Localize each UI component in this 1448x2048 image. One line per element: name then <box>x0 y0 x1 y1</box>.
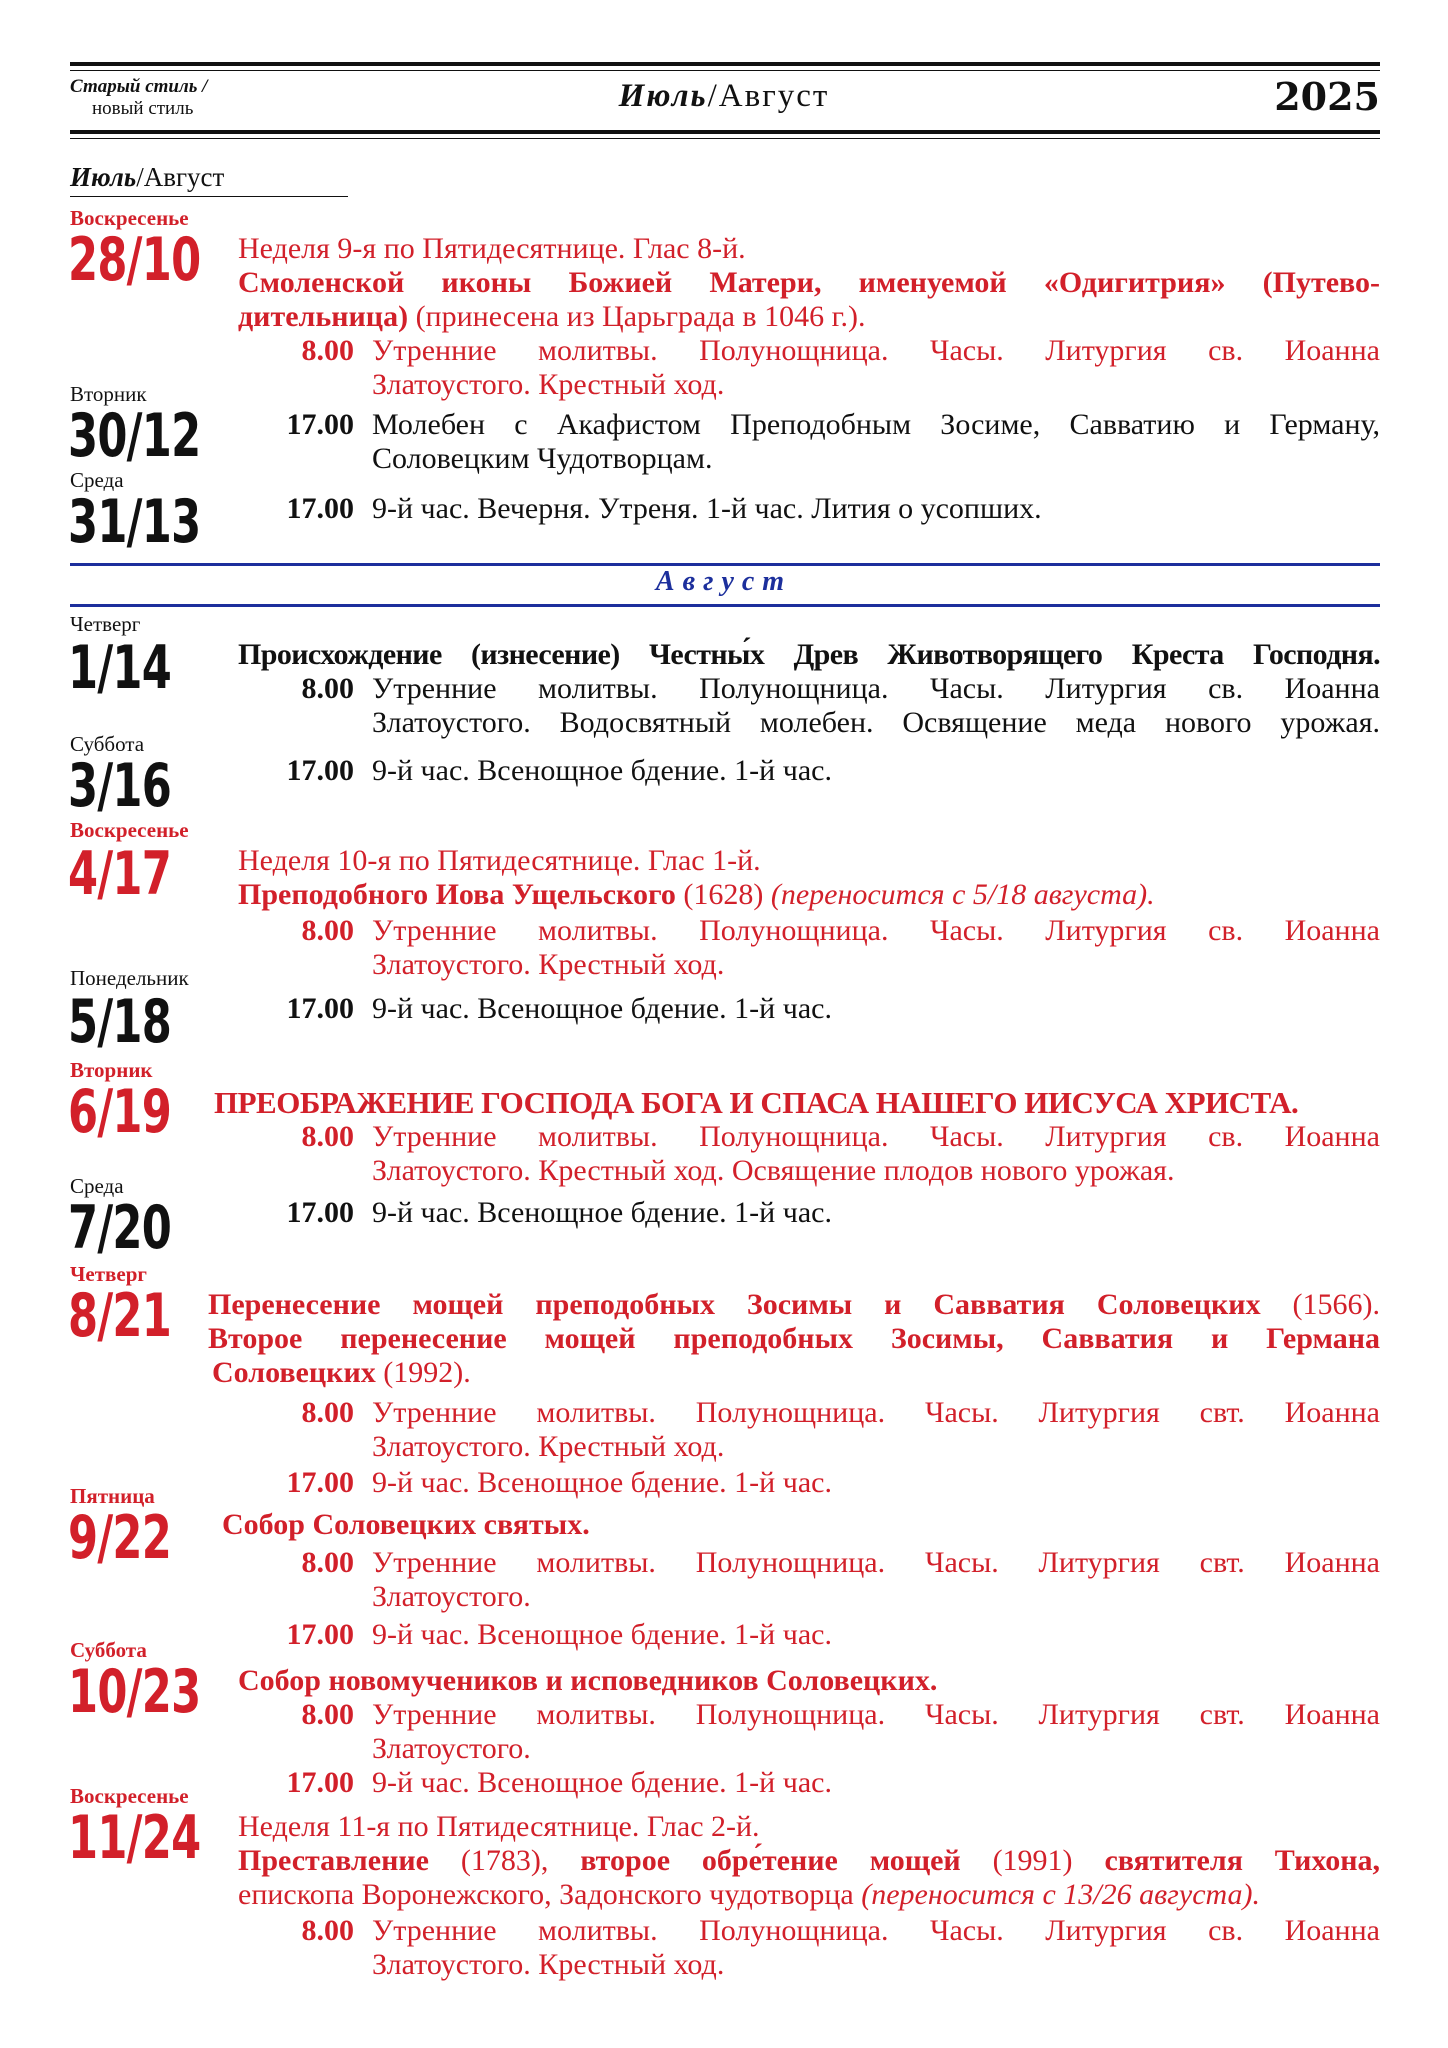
service-time: 8.00 <box>301 1546 354 1579</box>
page-title-bold: Июль <box>618 78 708 114</box>
feast-year: (1991) <box>960 1844 1105 1877</box>
sunday-line: Неделя 11-я по Пятидесятнице. Глас 2-й. <box>238 1810 760 1843</box>
feast-title: Происхождение (изнесение) Честны́х Древ Животворящего Креста Господня. <box>238 638 1380 671</box>
header-rule-top-thin <box>70 70 1380 71</box>
service-time: 8.00 <box>301 1698 354 1731</box>
service-text: 9-й час. Всенощное бдение. 1-й час. <box>372 1618 832 1651</box>
service-time: 17.00 <box>286 1766 354 1799</box>
feast-title-a3: второе обре́тение мощей <box>580 1844 961 1877</box>
feast-title-cont <box>238 1878 1260 1912</box>
service-time: 17.00 <box>286 1618 354 1651</box>
service-text: Молебен с Акафистом Преподобным Зосиме, Савватию и Герману, <box>372 408 1380 441</box>
service-text-cont: Златоустого. <box>372 1732 531 1765</box>
weekday: Воскресенье <box>70 206 189 230</box>
feast-title-line <box>238 878 1155 912</box>
sunday-line: Неделя 9-я по Пятидесятнице. Глас 8-й. <box>238 232 746 265</box>
service-text: 9-й час. Всенощное бдение. 1-й час. <box>372 1196 832 1229</box>
service-text: Утренние молитвы. Полунощница. Часы. Литургия свт. Иоанна <box>372 1396 1380 1429</box>
service-time: 8.00 <box>301 914 354 947</box>
service-text: 9-й час. Вечерня. Утреня. 1-й час. Лития о усопших. <box>372 492 1042 525</box>
feast-year: (1992). <box>375 1356 471 1389</box>
service-text-cont: Златоустого. <box>372 1580 531 1613</box>
weekday: Воскресенье <box>70 1784 189 1808</box>
feast-note: (принесена из Царьграда в 1046 г.). <box>408 300 866 333</box>
date: 4/17 <box>68 839 172 909</box>
date: 7/20 <box>68 1193 172 1263</box>
feast-title: Собор Соловецких святых. <box>222 1508 590 1541</box>
service-time: 8.00 <box>301 1396 354 1429</box>
weekday: Вторник <box>70 382 147 406</box>
service-text: Утренние молитвы. Полунощница. Часы. Литургия св. Иоанна <box>372 1914 1380 1947</box>
feast-title-end: дительница) <box>238 300 409 333</box>
date: 28/10 <box>68 225 201 295</box>
feast-year: (1566). <box>1260 1288 1381 1321</box>
feast-title-a: Перенесение мощей преподобных Зосимы и Савватия Соловецких <box>208 1288 1261 1321</box>
feast-title-cont: Второе перенесение мощей преподобных Зосимы, Савватия и Германа <box>208 1322 1380 1355</box>
feast-subtitle: епископа Воронежского, Задонского чудотворца <box>238 1878 862 1911</box>
feast-title-cont <box>238 300 866 334</box>
feast-title-a5: святителя Тихона, <box>1104 1844 1380 1877</box>
service-text: Утренние молитвы. Полунощница. Часы. Литургия свт. Иоанна <box>372 1546 1380 1579</box>
weekday: Среда <box>70 468 124 492</box>
service-text: Утренние молитвы. Полунощница. Часы. Литургия св. Иоанна <box>372 334 1380 367</box>
feast-note: (переносится с 13/26 августа). <box>861 1878 1261 1911</box>
date: 11/24 <box>68 1803 201 1873</box>
feast-title-end <box>212 1356 471 1390</box>
month-underline <box>70 196 348 197</box>
service-text-cont: Златоустого. Крестный ход. <box>372 948 725 981</box>
service-text: Утренние молитвы. Полунощница. Часы. Литургия св. Иоанна <box>372 914 1380 947</box>
service-time: 17.00 <box>286 754 354 787</box>
feast-title-c: Соловецких <box>212 1356 376 1389</box>
feast-note: (переносится с 5/18 августа). <box>770 878 1155 911</box>
date: 3/16 <box>68 751 172 821</box>
weekday: Понедельник <box>70 966 189 990</box>
page-title-rest: /Август <box>707 78 830 114</box>
service-text: Утренние молитвы. Полунощница. Часы. Литургия св. Иоанна <box>372 672 1380 705</box>
feast-year: (1783), <box>428 1844 581 1877</box>
weekday: Четверг <box>70 612 141 636</box>
service-text-cont: Златоустого. Крестный ход. <box>372 368 725 401</box>
section-rule-bottom <box>70 604 1380 607</box>
feast-title: ПРЕОБРАЖЕНИЕ ГОСПОДА БОГА И СПАСА НАШЕГО ИИСУСА ХРИСТА. <box>214 1085 1299 1120</box>
header-rule-bottom <box>70 130 1380 134</box>
feast-title: Собор новомучеников и исповедников Соловецких. <box>238 1664 938 1697</box>
service-text: 9-й час. Всенощное бдение. 1-й час. <box>372 1466 832 1499</box>
weekday: Пятница <box>70 1484 155 1508</box>
service-time: 17.00 <box>286 1466 354 1499</box>
service-text: 9-й час. Всенощное бдение. 1-й час. <box>372 1766 832 1799</box>
weekday: Вторник <box>70 1058 153 1082</box>
date: 5/18 <box>68 987 172 1057</box>
year: 2025 <box>1274 74 1380 119</box>
date: 8/21 <box>68 1281 172 1351</box>
date: 1/14 <box>68 633 172 703</box>
weekday: Воскресенье <box>70 818 189 842</box>
feast-title <box>238 1844 1380 1878</box>
month-label <box>70 162 224 193</box>
date: 30/12 <box>68 401 201 471</box>
service-time: 8.00 <box>301 1120 354 1153</box>
service-text: 9-й час. Всенощное бдение. 1-й час. <box>372 754 832 787</box>
service-text-cont: Златоустого. Водосвятный молебен. Освящение меда нового урожая. <box>372 706 1380 739</box>
service-time: 17.00 <box>286 992 354 1025</box>
sunday-line: Неделя 10-я по Пятидесятнице. Глас 1-й. <box>238 844 761 877</box>
style-caption-line2: новый стиль <box>92 98 194 119</box>
service-time: 17.00 <box>286 408 354 441</box>
date: 9/22 <box>68 1503 172 1573</box>
date: 6/19 <box>68 1077 172 1147</box>
weekday: Среда <box>70 1174 124 1198</box>
weekday: Суббота <box>70 732 145 756</box>
date: 31/13 <box>68 487 201 557</box>
service-text-cont: Златоустого. Крестный ход. Освящение плодов нового урожая. <box>372 1154 1175 1187</box>
date: 10/23 <box>68 1657 201 1727</box>
feast-title <box>208 1288 1380 1322</box>
feast-title-a1: Преставление <box>238 1844 429 1877</box>
feast-year: (1628) <box>675 878 771 911</box>
service-time: 8.00 <box>301 1914 354 1947</box>
service-text-cont: Златоустого. Крестный ход. <box>372 1430 725 1463</box>
weekday: Четверг <box>70 1262 147 1286</box>
feast-title: Смоленской иконы Божией Матери, именуемой «Одигитрия» (Путево- <box>238 266 1380 299</box>
header-rule-bottom-thin <box>70 138 1380 139</box>
service-time: 8.00 <box>301 672 354 705</box>
section-title-august: Август <box>655 566 793 597</box>
service-text-cont: Златоустого. Крестный ход. <box>372 1948 725 1981</box>
style-caption-line1: Старый стиль / <box>70 76 208 97</box>
feast-title: Преподобного Иова Ущельского <box>238 878 676 911</box>
page-title <box>0 78 1448 115</box>
service-text: Утренние молитвы. Полунощница. Часы. Литургия св. Иоанна <box>372 1120 1380 1153</box>
service-time: 8.00 <box>301 334 354 367</box>
weekday: Суббота <box>70 1638 147 1662</box>
service-text: 9-й час. Всенощное бдение. 1-й час. <box>372 992 832 1025</box>
service-text-cont: Соловецким Чудотворцам. <box>372 442 713 475</box>
month-label-bold: Июль <box>70 162 137 192</box>
service-time: 17.00 <box>286 492 354 525</box>
service-time: 17.00 <box>286 1196 354 1229</box>
service-text: Утренние молитвы. Полунощница. Часы. Литургия свт. Иоанна <box>372 1698 1380 1731</box>
header-rule-top <box>70 62 1380 66</box>
month-label-rest: /Август <box>136 162 225 192</box>
